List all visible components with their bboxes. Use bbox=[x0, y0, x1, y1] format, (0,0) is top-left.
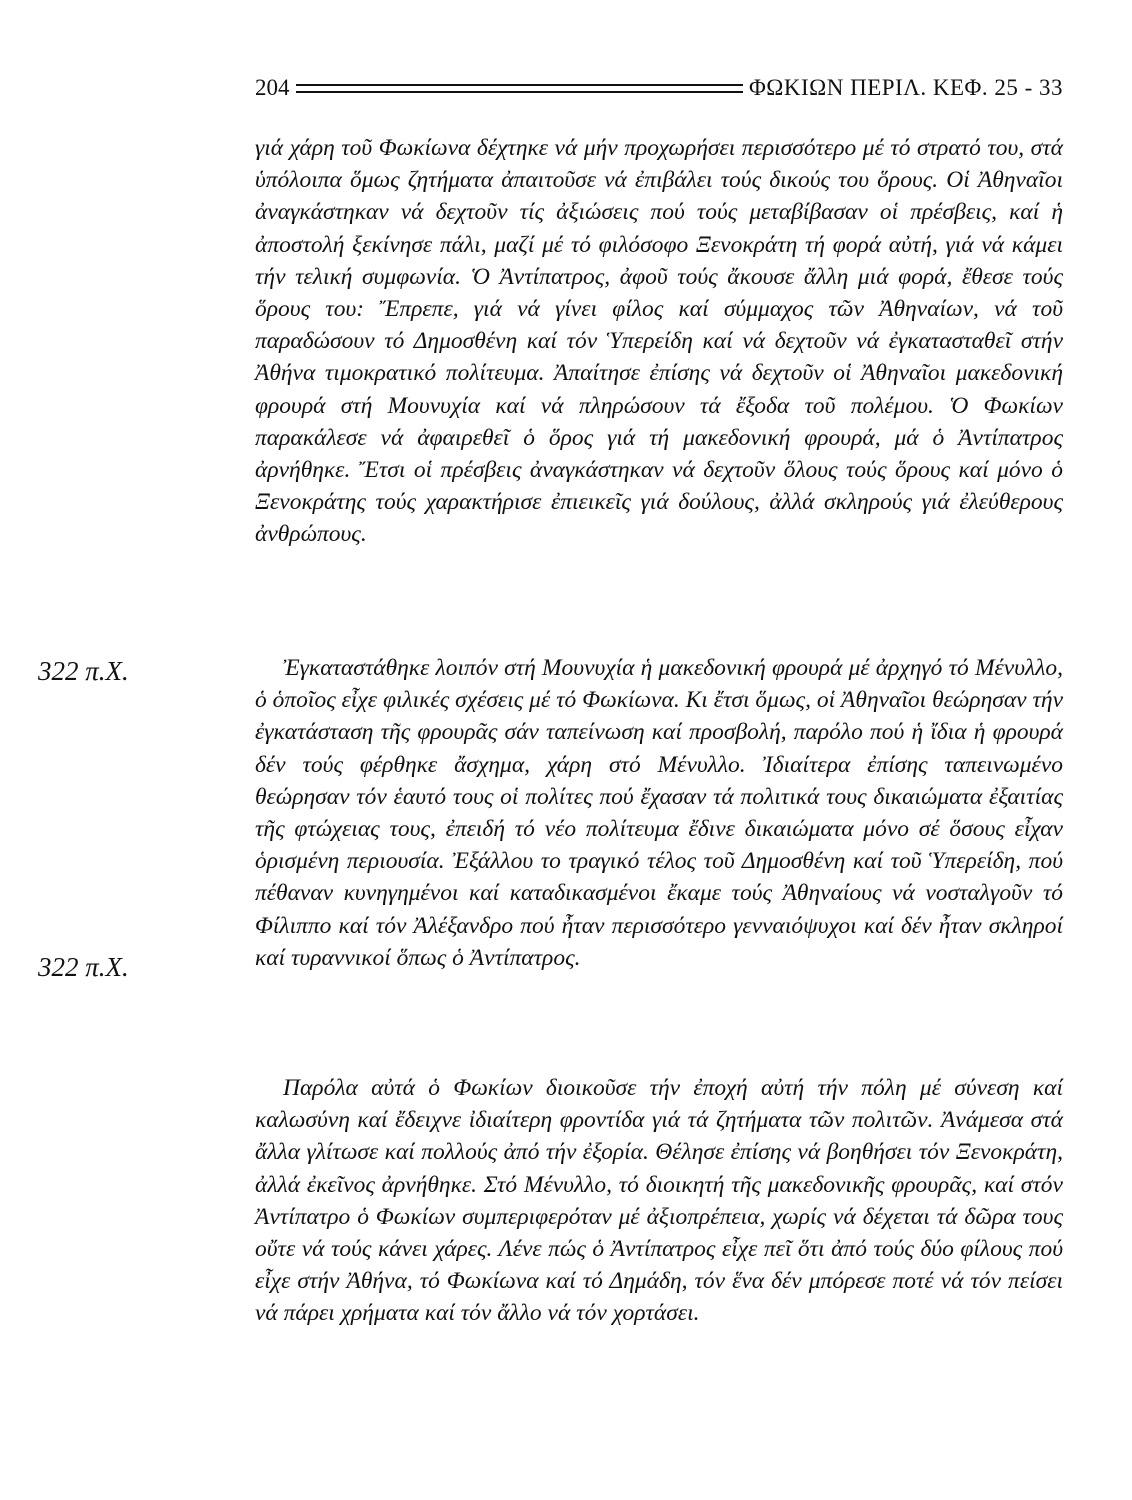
paragraph-text: γιά χάρη τοῦ Φωκίωνα δέχτηκε νά μήν προχωρήσει περισσότερο μέ τό στρατό του, στά ὑπόλοιπα ὅμως ζητήματα ἀπαιτοῦσε νά ἐπιβάλει τούς δικούς του ὅρους. Οἱ Ἀθηναῖοι ἀναγκάστηκαν νά δεχτοῦν τίς ἀξιώσεις πού τούς μεταβίβασαν οἱ πρέσβεις, καί ἡ ἀποστολή ξεκίνησε πάλι, μαζί μέ τό φιλόσοφο Ξενοκράτη τή φορά αὐτή, γιά νά κάμει τήν τελική συμφωνία. Ὁ Ἀντίπατρος, ἀφοῦ τούς ἄκουσε ἄλλη μιά φορά, ἔθεσε τούς ὅρους του: Ἔπρεπε, γιά νά γίνει φίλος καί σύμμαχος τῶν Ἀθηναίων, νά τοῦ παραδώσουν τό Δημοσθένη καί τόν Ὑπερείδη καί νά δεχτοῦν νά ἐγκατασταθεῖ στήν Ἀθήνα τιμοκρατικό πολίτευμα. Ἀπαίτησε ἐπίσης νά δεχτοῦν οἱ Ἀθηναῖοι μακεδονική φρουρά στή Μουνυχία καί νά πληρώσουν τά ἔξοδα τοῦ πολέμου. Ὁ Φωκίων παρακάλεσε νά ἀφαιρεθεῖ ὁ ὅρος γιά τή μακεδονική φρουρά, μά ὁ Ἀντίπατρος ἀρνήθηκε. Ἔτσι οἱ πρέσβεις ἀναγκάστηκαν νά δεχτοῦν ὅλους τούς ὅρους καί μόνο ὁ Ξενοκράτης τούς χαρακτήρισε ἐπιεικεῖς γιά δούλους, ἀλλά σκληρούς γιά ἐλεύθερους ἀνθρώπους. bbox=[255, 135, 1063, 548]
paragraph-text: Ἐγκαταστάθηκε λοιπόν στή Μουνυχία ἡ μακεδονική φρουρά μέ ἀρχηγό τό Μένυλλο, ὁ ὁποῖος εἶχε φιλικές σχέσεις μέ τό Φωκίωνα. Κι ἔτσι ὅμως, οἱ Ἀθηναῖοι θεώρησαν τήν ἐγκατάσταση τῆς φρουρᾶς σάν ταπείνωση καί προσβολή, παρόλο πού ἡ ἴδια ἡ φρουρά δέν τούς φέρθηκε ἄσχημα, χάρη στό Μένυλλο. Ἰδιαίτερα ἐπίσης ταπεινωμένο θεώρησαν τόν ἑαυτό τους οἱ πολίτες πού ἔχασαν τά πολιτικά τους δικαιώματα ἐξαιτίας τῆς φτώχειας τους, ἐπειδή τό νέο πολίτευμα ἔδινε δικαιώματα μόνο σέ ὅσους εἶχαν ὁρισμένη περιουσία. Ἐξάλλου το τραγικό τέλος τοῦ Δημοσθένη καί τοῦ Ὑπερείδη, πού πέθαναν κυνηγημένοι καί καταδικασμένοι ἔκαμε τούς Ἀθηναίους νά νοσταλγοῦν τό Φίλιππο καί τόν Ἀλέξανδρο πού ἦταν περισσότερο γενναιόψυχοι καί δέν ἦταν σκληροί καί τυραννικοί ὅπως ὁ Ἀντίπατρος. bbox=[255, 655, 1063, 971]
header-rule bbox=[296, 84, 743, 93]
paragraph-2 bbox=[255, 652, 1063, 996]
paragraph-text: Παρόλα αὐτά ὁ Φωκίων διοικοῦσε τήν ἐποχή αὐτή τήν πόλη μέ σύνεση καί καλωσύνη καί ἔδειχνε ἰδιαίτερη φροντίδα γιά τά ζητήματα τῶν πολιτῶν. Ἀνάμεσα στά ἄλλα γλίτωσε καί πολλούς ἀπό τήν ἐξορία. Θέλησε ἐπίσης νά βοηθήσει τόν Ξενοκράτη, ἀλλά ἐκεῖνος ἀρνήθηκε. Στό Μένυλλο, τό διοικητή τῆς μακεδονικῆς φρουρᾶς, καί στόν Ἀντίπατρο ὁ Φωκίων συμπεριφερόταν μέ ἀξιοπρέπεια, χωρίς νά δέχεται τά δῶρα τους οὔτε νά τούς κάνει χάρες. Λένε πώς ὁ Ἀντίπατρος εἶχε πεῖ ὅτι ἀπό τούς δύο φίλους πού εἶχε στήν Ἀθήνα, τό Φωκίωνα καί τό Δημάδη, τόν ἕνα δέν μπόρεσε ποτέ νά τόν πείσει νά πάρει χρήματα καί τόν ἄλλο νά τόν χορτάσει. bbox=[255, 1075, 1063, 1327]
margin-note-date: 322 π.Χ. bbox=[38, 952, 129, 982]
page-number: 204 bbox=[255, 75, 290, 100]
paragraph-3 bbox=[255, 1072, 1063, 1352]
margin-note-date: 322 π.Χ. bbox=[38, 656, 129, 686]
paragraph-1 bbox=[255, 132, 1063, 573]
running-title: ΦΩΚΙΩΝ ΠΕΡΙΛ. ΚΕΦ. 25 - 33 bbox=[748, 75, 1063, 100]
page-header bbox=[255, 68, 1063, 108]
